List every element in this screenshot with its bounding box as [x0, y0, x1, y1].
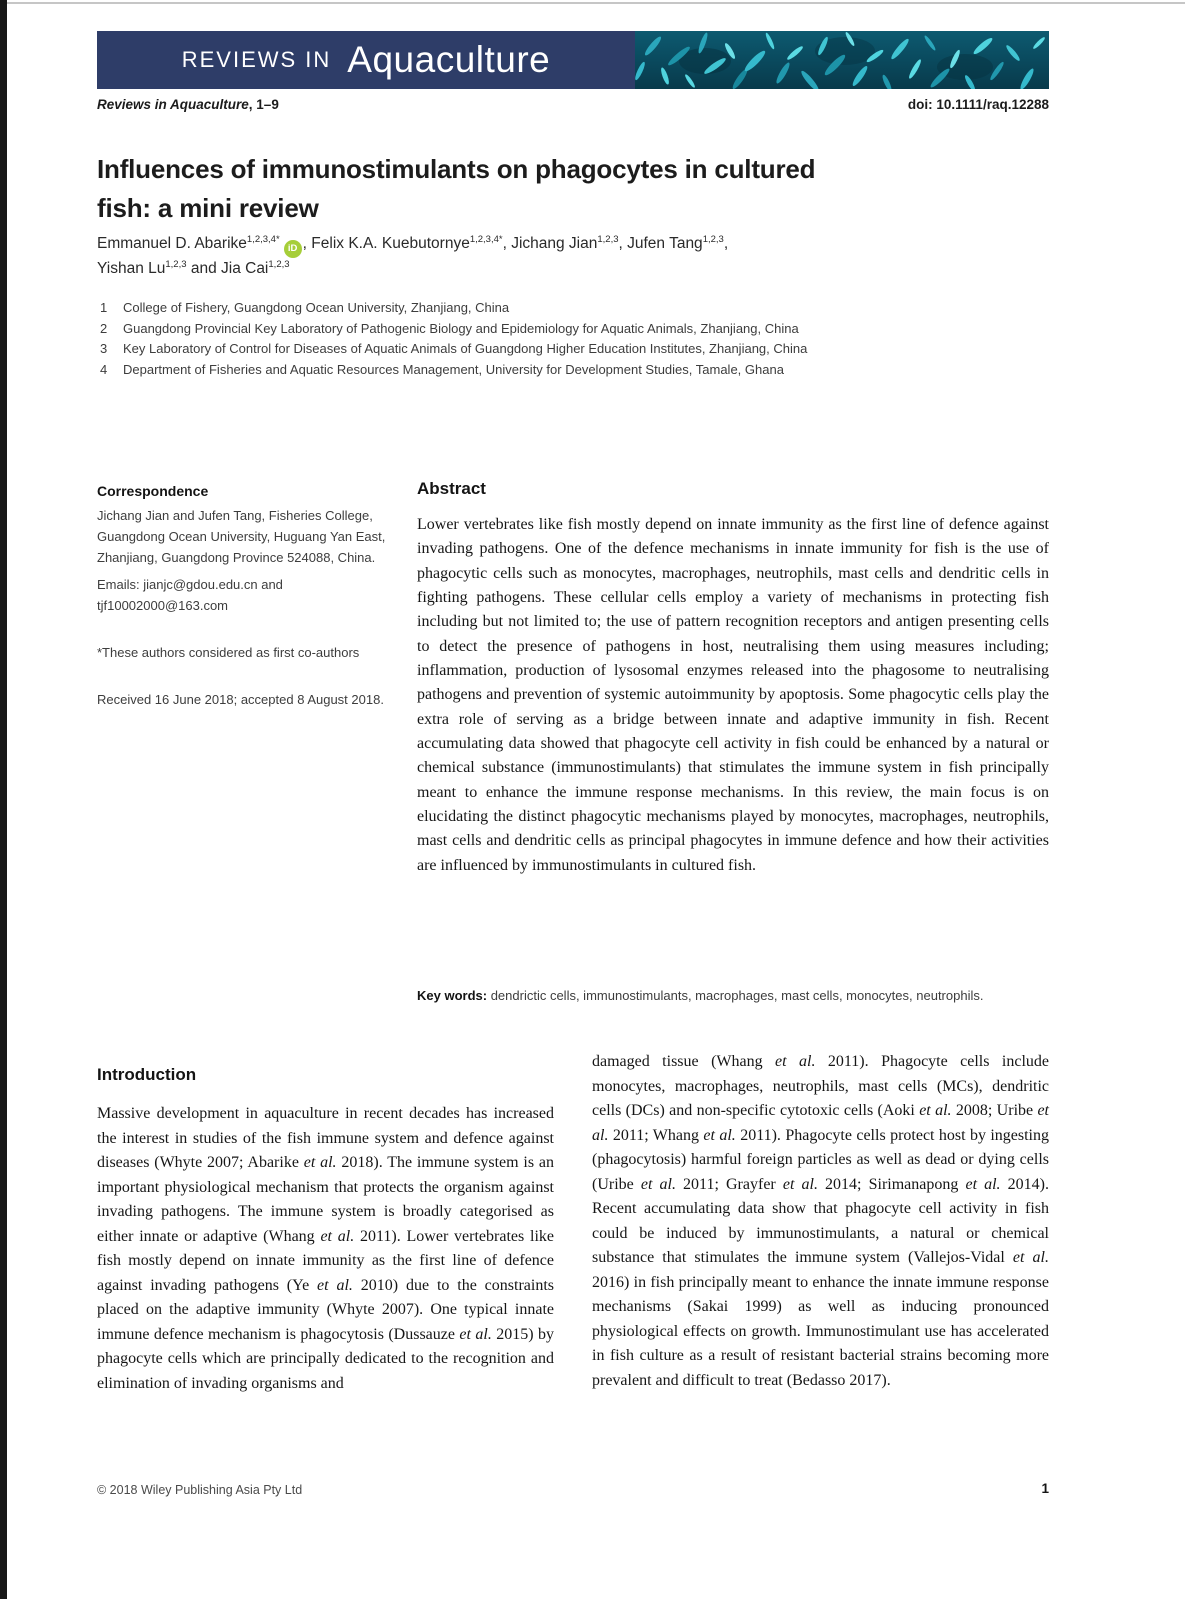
affiliation-row — [100, 298, 1040, 319]
correspondence-emails: Emails: jianjc@gdou.edu.cn and tjf10002000@163.com — [97, 577, 283, 613]
author-name: Jichang Jian$^{1,2,3}$ — [511, 234, 619, 252]
keywords-label: Key words: — [417, 988, 488, 1003]
affiliation-number: 2 — [100, 320, 108, 336]
introduction-heading: Introduction — [97, 1065, 197, 1084]
keywords-line — [417, 985, 1049, 1006]
affiliation-text: Guangdong Provincial Key Laboratory of Pathogenic Biology and Epidemiology for Aquatic Animals, Zhanjiang, China — [123, 320, 799, 336]
article-title-line2: fish: a mini review — [97, 193, 319, 223]
author-affil-sup: 1,2,3 — [165, 259, 187, 270]
author-name: Felix K.A. Kuebutornye$^{1,2,3,4*}$ — [311, 234, 503, 252]
correspondence-block — [97, 481, 395, 710]
banner-journal-name: Aquaculture — [347, 39, 551, 80]
author-name: Jufen Tang$^{1,2,3}$ — [627, 234, 724, 252]
affiliation-text: Key Laboratory of Control for Diseases of Aquatic Animals of Guangdong Higher Education Institutes, Zhanjiang, China — [123, 341, 808, 357]
affiliation-row — [100, 360, 1040, 381]
introduction-column-left — [97, 1058, 554, 1396]
author-name: Jia Cai$^{1,2,3}$ — [221, 259, 290, 277]
abstract-section — [417, 479, 1049, 878]
affiliation-number: 4 — [100, 362, 108, 378]
journal-pages: , 1–9 — [248, 97, 279, 112]
abstract-body: Lower vertebrates like fish mostly depend on innate immunity as the first line of defence against invading pathogens. One of the defence mechanisms in innate immunity for fish is the use of phagocytic cells such as monocytes, macrophages, neutrophils, mast cells and dendritic cells in fighting pathogens. These cellular cells employ a variety of mechanisms in protecting fish including but not limited to; the use of pattern recognition receptors and antigen presenting cells to detect the presence of pathogens in host, neutralising them using measures including; inflammation, production of lysosomal enzymes released into the phagosome to neutralising pathogens and prevention of systemic autoimmunity by apoptosis. Some phagocytic cells play the extra role of serving as a bridge between innate and adaptive immunity in fish. Recent accumulating data showed that phagocyte cell activity in fish could be enhanced by a natural or chemical substance (immunostimulants) that stimulates the immune system in fish principally meant to enhance the immune response mechanisms. In this review, the main focus is on elucidating the distinct phagocytic mechanisms played by monocytes, macrophages, neutrophils, mast cells and dendritic cells as principal phagocytes in immune defence and how their activities are influenced by immunostimulants in cultured fish. — [417, 516, 1049, 874]
journal-citation — [97, 97, 279, 112]
copyright-notice: © 2018 Wiley Publishing Asia Pty Ltd — [97, 1483, 303, 1497]
author-list — [97, 233, 1007, 279]
author-affil-sup: 1,2,3,4* — [246, 234, 280, 245]
author-name: Yishan Lu$^{1,2,3}$ — [97, 259, 187, 277]
article-title — [97, 150, 1047, 228]
affiliation-text: Department of Fisheries and Aquatic Resources Management, University for Development Studies, Tamale, Ghana — [123, 362, 784, 378]
banner-title-block — [97, 31, 635, 89]
fish-school-photo — [635, 31, 1049, 89]
affiliation-row — [100, 339, 1040, 360]
affiliation-number: 3 — [100, 341, 108, 357]
author-affil-sup: 1,2,3 — [702, 234, 724, 245]
doi-text: doi: 10.1111/raq.12288 — [907, 97, 1049, 112]
affiliation-list — [100, 298, 1040, 381]
author-separator: , — [618, 235, 628, 252]
keywords-text: dendrictic cells, immunostimulants, macrophages, mast cells, monocytes, neutrophils. — [490, 988, 984, 1003]
author-affil-sup: 1,2,3 — [268, 259, 290, 270]
left-edge-bar — [0, 0, 7, 1599]
banner-series-label: REVIEWS IN — [181, 47, 332, 72]
received-accepted-dates: Received 16 June 2018; accepted 8 August 2018. — [97, 692, 384, 707]
correspondence-heading: Correspondence — [97, 483, 209, 499]
article-title-line1: Influences of immunostimulants on phagocytes in cultured — [97, 154, 816, 184]
introduction-paragraph-left: Massive development in aquaculture in recent decades has increased the interest in studies of the fish immune system and defence against diseases (Whyte 2007; Abarike et al. 2018). The immune system is an important physiological mechanism that protects the organism against invading pathogens. The immune system is broadly categorised as either innate or adaptive (Whang et al. 2011). Lower vertebrates like fish mostly depend on innate immunity as the first line of defence against invading pathogens (Ye et al. 2010) due to the constraints placed on the adaptive immunity (Whyte 2007). One typical innate immune defence mechanism is phagocytosis (Dussauze et al. 2015) by phagocyte cells which are principally dedicated to the recognition and elimination of invading organisms and — [97, 1105, 555, 1392]
abstract-heading: Abstract — [417, 479, 486, 498]
affiliation-row — [100, 319, 1040, 340]
top-rule — [7, 2, 1185, 4]
author-separator: , — [723, 235, 729, 252]
affiliation-number: 1 — [100, 300, 108, 315]
author-separator: , — [502, 235, 512, 252]
page-number: 1 — [1041, 1481, 1049, 1496]
journal-banner — [97, 31, 1049, 89]
author-separator: , — [302, 235, 312, 252]
correspondence-address: Jichang Jian and Jufen Tang, Fisheries College, Guangdong Ocean University, Huguang Yan East, Zhanjiang, Guangdong Province 524088, China. — [97, 508, 386, 565]
first-coauthors-note: *These authors considered as first co-authors — [97, 645, 360, 660]
author-affil-sup: 1,2,3 — [597, 234, 619, 245]
introduction-paragraph-right: damaged tissue (Whang et al. 2011). Phagocyte cells include monocytes, macrophages, neutrophils, mast cells (MCs), dendritic cells (DCs) and non-specific cytotoxic cells (Aoki et al. 2008; Uribe et al. 2011; Whang et al. 2011). Phagocyte cells protect host by ingesting (phagocytosis) harmful foreign particles as well as dead or dying cells (Uribe et al. 2011; Grayfer et al. 2014; Sirimanapong et al. 2014). Recent accumulating data show that phagocyte cell activity in fish could be induced by immunostimulants, a natural or chemical substance that stimulates the immune system (Vallejos-Vidal et al. 2016) in fish principally meant to enhance the innate immune response mechanisms (Sakai 1999) as well as inducing pronounced physiological effects on growth. Immunostimulant use has accelerated in fish culture as a result of resistant bacterial strains becoming more prevalent and difficult to treat (Bedasso 2017). — [592, 1053, 1050, 1389]
orcid-icon[interactable]: iD — [284, 240, 302, 258]
author-separator: and — [186, 260, 221, 277]
meta-row — [97, 97, 1049, 112]
author-name: Emmanuel D. Abarike$^{1,2,3,4*}$ — [97, 234, 280, 252]
journal-name-italic: Reviews in Aquaculture — [97, 97, 249, 112]
introduction-column-right — [592, 1050, 1049, 1393]
affiliation-text: College of Fishery, Guangdong Ocean University, Zhanjiang, China — [123, 300, 510, 315]
author-affil-sup: 1,2,3,4* — [469, 234, 503, 245]
